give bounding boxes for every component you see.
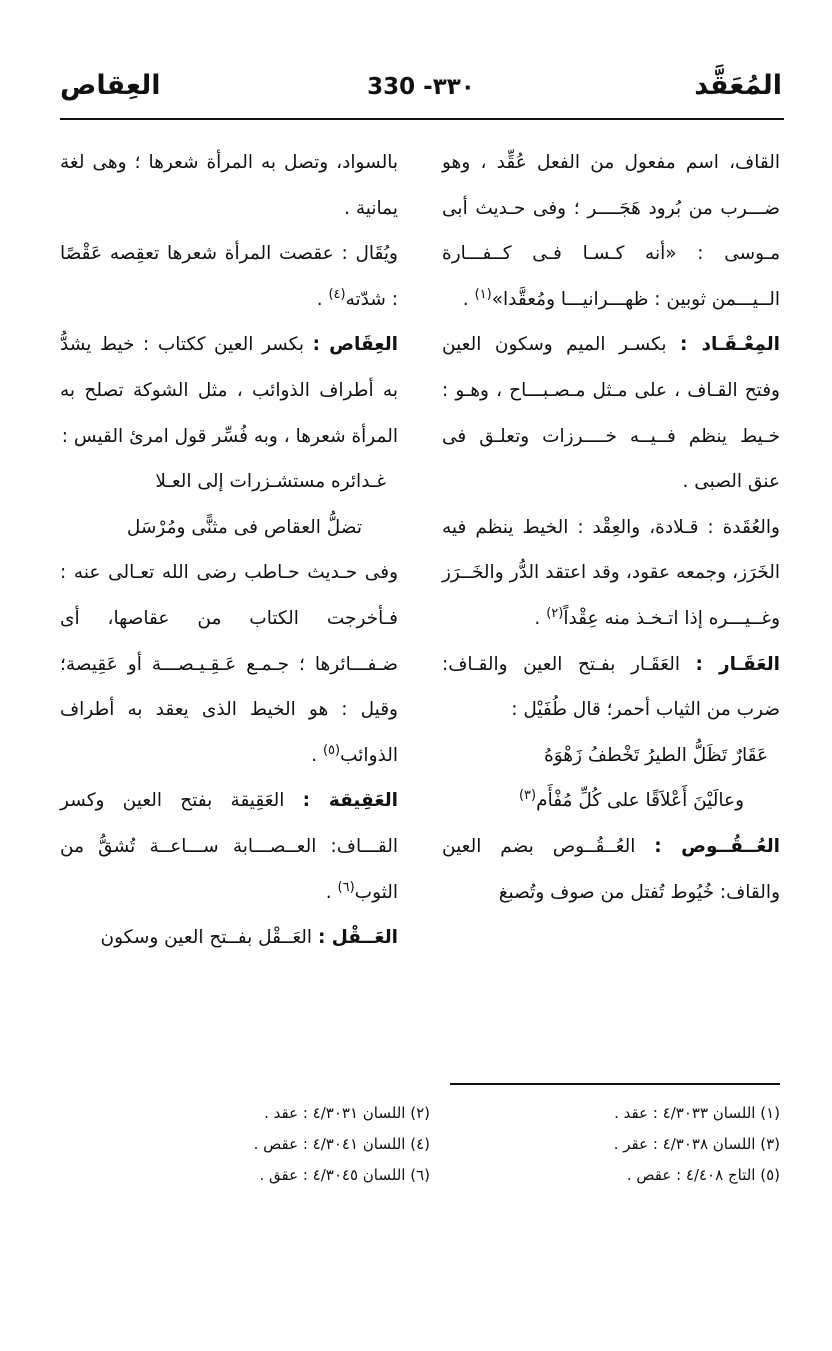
footnote-ref: (٤) <box>328 286 346 302</box>
footnote: (٦) اللسان ٤/٣٠٤٥ : عقق . <box>259 1166 430 1184</box>
entry-aqs: ويُقَال : عقصت المرأة شعرها تعقِصه عَقْصًا : شدّته$^{(٤)}$ . <box>60 243 398 310</box>
page-number: 330 -٣٣٠ <box>367 74 475 100</box>
footnote: (١) اللسان ٤/٣٠٣٣ : عقد . <box>614 1104 780 1122</box>
entry-aqiqa: العَقِيقة : العَقِيقة بفتح العين وكسر القـــاف: العــصـــابة ســـاعــة تُشقُّ من الثوب$^{(٦)}$ . <box>60 790 398 903</box>
entry-miqad: المِعْـقَـاد : بكسـر الميم وسكون العين وفتح القـاف ، على مـثل مـصـبـــاح ، وهـو : خـيط ينظم فــيــه خــــرزات وتعلـق فى عنق الصبى . <box>442 334 781 493</box>
footnote-ref: (٢) <box>546 605 564 621</box>
footnote-ref: (٥) <box>322 742 341 758</box>
footnote: (٣) اللسان ٤/٣٠٣٨ : عقر . <box>613 1135 780 1153</box>
footnote-ref: (٦) <box>337 879 355 895</box>
poem-verse-2: تضلُّ العقاص فى مثنًّى ومُرْسَل <box>126 516 362 538</box>
entry-aqar: العَقَـار : العَقَـار بفـتح العين والقـاف: ضرب من الثياب أحمر؛ قال طُفَيْل : <box>442 653 780 721</box>
footnote: (٥) التاج ٤/٤٠٨ : عقص . <box>626 1166 780 1184</box>
entry-term: العُــقُــوص : <box>654 835 780 857</box>
hadith-hatib: وفى حـديث حـاطب رضى الله تعـالى عنه : فـأخرجت الكتاب من عقاصها، أى ضـفـــائرها ؛ جـمـع عَـقِـيـصـــة أو عَقِيصة؛ وقيل : هو الخيط الذى يعقد به أطراف الذوائب$^{(٥)}$ . <box>60 562 398 766</box>
footnote-ref: (٣) <box>518 788 537 804</box>
poem-verse-1: غـدائره مستشـزرات إلى العـلا <box>155 471 386 493</box>
poem-verse-2: وعالَيْنَ أَعْلاَقًا على كُلِّ مُفْأَم$^{(٣)}$ <box>518 788 744 812</box>
right-column <box>442 140 780 915</box>
footnote-rule <box>450 1083 780 1085</box>
footnote: (٢) اللسان ٤/٣٠٣١ : عقد . <box>264 1104 430 1122</box>
entry-term: العِقَاص : <box>312 334 399 356</box>
entry-aql: العَــقْل : العَــقْل بفــتح العين وسكون <box>100 927 398 949</box>
entry-term: المِعْـقَـاد : <box>680 334 781 356</box>
footnotes-left <box>100 1098 430 1191</box>
header-first-entry: المُعَقَّد <box>694 70 782 101</box>
page-header <box>60 62 782 118</box>
poem-verse-1: عَقَارٌ تَظَلُّ الطيرُ تَخْطفُ زَهْوَهُ <box>544 744 768 766</box>
footnote: (٤) اللسان ٤/٣٠٤١ : عقص . <box>253 1135 430 1153</box>
left-column <box>60 140 398 961</box>
header-rule <box>60 118 784 120</box>
entry-uqada: والعُقَدة : قـلادة، والعِقْد : الخيط ينظم فيه الخَرَز، وجمعه عقود، وقد اعتقد الدُّر والخَــرَز وغــيـــره إذا اتـخـذ منه عِقْداً$^{(٢)}$ . <box>442 516 780 629</box>
footnote-ref: (١) <box>474 286 492 302</box>
entry-iqas: العِقَاص : بكسر العين ككتاب : خيط يشدُّ به أطراف الذوائب ، مثل الشوكة تصلح به المرأة شعرها ، وبه فُسِّر قول امرئ القيس : <box>60 334 399 447</box>
entry-term: العَــقْل : <box>317 927 398 949</box>
entry-uqus-continued: بالسواد، وتصل به المرأة شعرها ؛ وهى لغة يمانية . <box>60 152 398 219</box>
entry-muaqqad-continued: القاف، اسم مفعول من الفعل عُقِّد ، وهو ضـــرب من بُرود هَجَــــر ؛ وفى حـديث أبى مـوسى : «أنه كـسـا فـى كــفـــارة الــيـــمن ثوبين : ظهـــرانيـــا ومُعقَّدا»$^{(١)}$ . <box>442 152 780 310</box>
entry-uqus: العُــقُــوص : العُــقُــوص بضم العين والقاف: خُيُوط تُفتل من صوف وتُصبغ <box>442 835 780 903</box>
entry-term: العَقَـار : <box>695 653 780 675</box>
header-last-entry: العِقاص <box>60 70 161 101</box>
entry-term: العَقِيقة : <box>302 790 398 812</box>
footnotes-right <box>450 1098 780 1191</box>
